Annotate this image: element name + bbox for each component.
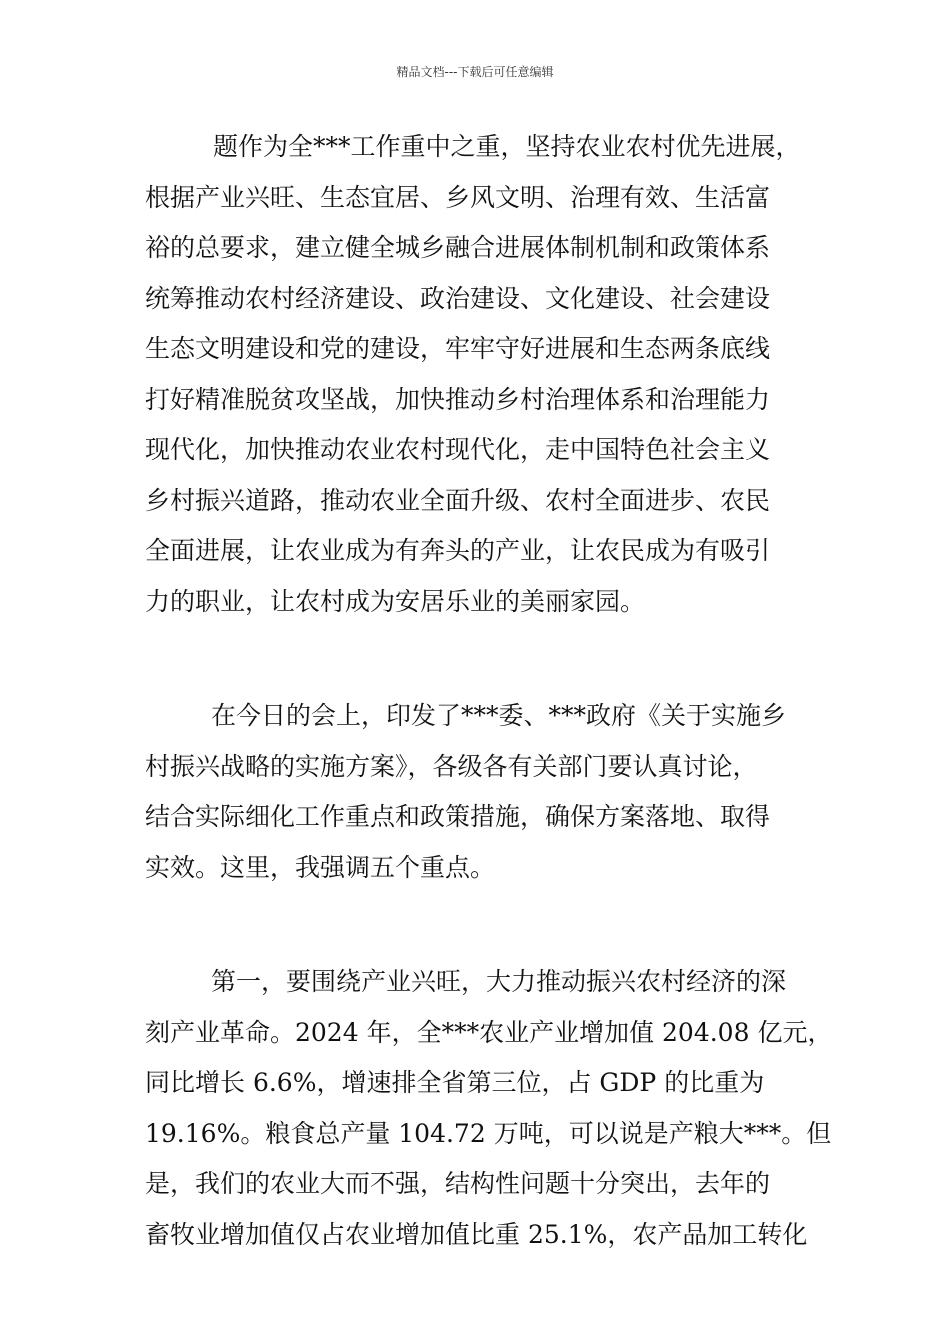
- paragraph-line: 第一，要围绕产业兴旺，大力推动振兴农村经济的深: [211, 967, 787, 996]
- paragraph-line: 结合实际细化工作重点和政策措施，确保方案落地、取得: [145, 802, 771, 831]
- paragraph-spacer: [145, 627, 810, 691]
- paragraph-line: 打好精准脱贫攻坚战，加快推动乡村治理体系和治理能力: [145, 384, 771, 414]
- page-header: 精品文档---下载后可任意编辑: [396, 65, 554, 79]
- paragraph-spacer: [145, 893, 810, 957]
- paragraph-line: 现代化，加快推动农业农村现代化，走中国特色社会主义: [145, 435, 771, 464]
- paragraph-line: 畜牧业增加值仅占农业增加值比重 25.1%，农产品加工转化: [145, 1219, 808, 1249]
- paragraph-line: 在今日的会上，印发了***委、***政府《关于实施乡: [211, 701, 787, 730]
- paragraph-1: [145, 122, 810, 627]
- paragraph-line: 刻产业革命。2024 年，全***农业产业增加值 204.08 亿元，: [145, 1017, 833, 1047]
- paragraph-line: 根据产业兴旺、生态宜居、乡风文明、治理有效、生活富: [145, 182, 771, 212]
- paragraph-line: 生态文明建设和党的建设，牢牢守好进展和生态两条底线: [145, 334, 771, 363]
- paragraph-line: 村振兴战略的实施方案》，各级各有关部门要认真讨论，: [145, 751, 758, 781]
- paragraph-line: 实效。这里，我强调五个重点。: [145, 852, 496, 882]
- paragraph-line: 力的职业，让农村成为安居乐业的美丽家园。: [145, 586, 646, 616]
- paragraph-3: [145, 957, 833, 1260]
- paragraph-line: 同比增长 6.6%，增速排全省第三位，占 GDP 的比重为: [145, 1068, 765, 1097]
- paragraph-line: 题作为全***工作重中之重，坚持农业农村优先进展，: [213, 132, 801, 161]
- paragraph-line: 是，我们的农业大而不强，结构性问题十分突出，去年的: [145, 1169, 771, 1198]
- paragraph-line: 19.16%。粮食总产量 104.72 万吨，可以说是产粮大***。但: [145, 1118, 832, 1148]
- paragraph-line: 裕的总要求，建立健全城乡融合进展体制机制和政策体系: [145, 233, 771, 262]
- paragraph-line: 乡村振兴道路，推动农业全面升级、农村全面进步、农民: [145, 485, 771, 515]
- paragraph-line: 全面进展，让农业成为有奔头的产业，让农民成为有吸引: [145, 536, 771, 565]
- paragraph-2: [145, 691, 810, 893]
- document-body: [145, 122, 833, 1260]
- paragraph-line: 统筹推动农村经济建设、政治建设、文化建设、社会建设: [145, 283, 771, 313]
